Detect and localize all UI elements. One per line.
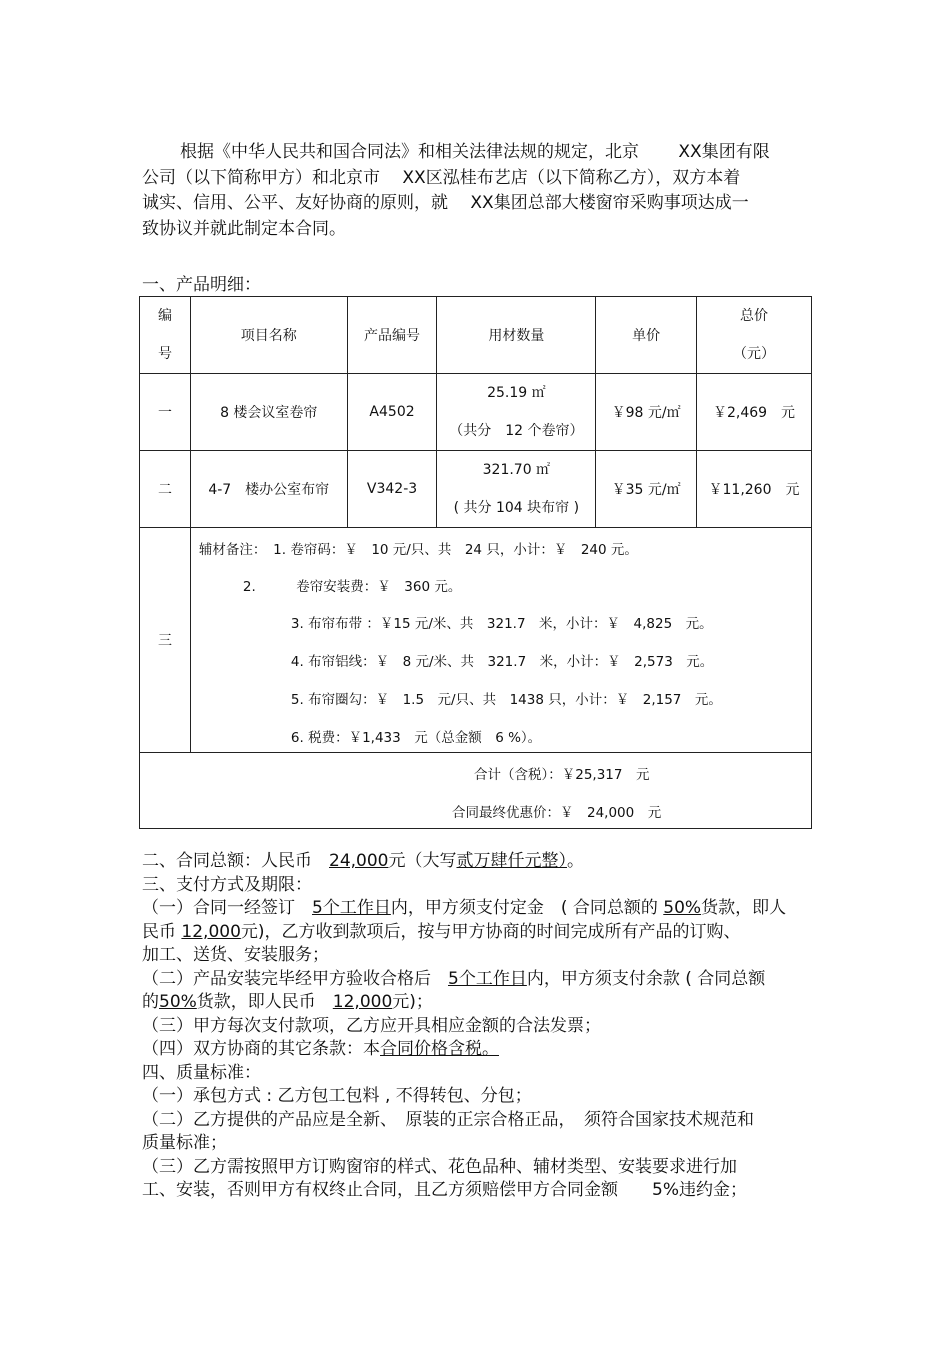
body-line: 三、支付方式及期限： bbox=[142, 874, 312, 895]
aux-line: 6. 税费：￥1,433 元（总金额 6 %）。 bbox=[290, 730, 542, 746]
body-line: 四、质量标准： bbox=[142, 1062, 261, 1083]
header-price: 单价 bbox=[596, 297, 697, 374]
cell-no: 二 bbox=[140, 451, 191, 528]
table-row-auxiliary bbox=[140, 528, 812, 753]
body-line: （二）乙方提供的产品应是全新、 原装的正宗合格正品， 须符合国家技术规范和 bbox=[142, 1109, 754, 1130]
sum-cell bbox=[140, 753, 812, 829]
body-line: 二、合同总额：人民币 24,000元（大写贰万肆仟元整）。 bbox=[142, 851, 584, 871]
intro-line: 致协议并就此制定本合同。 bbox=[142, 218, 346, 239]
header-name: 项目名称 bbox=[190, 297, 347, 374]
intro-paragraph bbox=[142, 140, 812, 242]
cell-total: ￥2,469 元 bbox=[697, 374, 812, 451]
aux-line: 辅材备注： 1. 卷帘码：￥ 10 元/只、共 24 只，小计：￥ 240 元。 bbox=[198, 542, 638, 558]
body-line: 加工、送货、安装服务； bbox=[142, 945, 329, 965]
auxiliary-notes bbox=[190, 528, 811, 753]
header-code: 产品编号 bbox=[347, 297, 437, 374]
intro-line: 公司（以下简称甲方）和北京市 XX区泓桂布艺店（以下简称乙方），双方本着 bbox=[142, 167, 741, 188]
table-row bbox=[140, 451, 812, 528]
cell-price: ￥35 元/㎡ bbox=[596, 451, 697, 528]
table-row bbox=[140, 374, 812, 451]
section-product-details: 一、产品明细： bbox=[142, 275, 261, 295]
body-line: 质量标准； bbox=[142, 1133, 227, 1153]
contract-body bbox=[142, 850, 822, 1203]
body-line: （一）合同一经签订 5个工作日内，甲方须支付定金 ( 合同总额的 50%货款，即人 bbox=[142, 898, 787, 918]
body-line: （二）产品安装完毕经甲方验收合格后 5个工作日内，甲方须支付余款 ( 合同总额 bbox=[142, 968, 766, 989]
body-line: 的50%货款，即人民币 12,000元)； bbox=[142, 992, 433, 1012]
header-no: 编 号 bbox=[140, 297, 191, 374]
aux-line: 4. 布帘铝线：￥ 8 元/米、共 321.7 米，小计：￥ 2,573 元。 bbox=[290, 654, 714, 670]
cell-name: 8 楼会议室卷帘 bbox=[190, 374, 347, 451]
aux-line: 5. 布帘圈勾：￥ 1.5 元/只、共 1438 只，小计：￥ 2,157 元。 bbox=[290, 692, 722, 708]
cell-qty: 25.19 ㎡ （共分 12 个卷帘） bbox=[437, 374, 596, 451]
intro-line: 根据《中华人民共和国合同法》和相关法律法规的规定，北京 XX集团有限 bbox=[180, 142, 770, 162]
cell-code: V342-3 bbox=[347, 451, 437, 528]
cell-price: ￥98 元/㎡ bbox=[596, 374, 697, 451]
table-sum-row bbox=[140, 753, 812, 829]
body-line: 民币 12,000元)，乙方收到款项后，按与甲方协商的时间完成所有产品的订购、 bbox=[142, 921, 741, 942]
intro-line: 诚实、信用、公平、友好协商的原则，就 XX集团总部大楼窗帘采购事项达成一 bbox=[142, 193, 749, 213]
body-line: （一）承包方式 : 乙方包工包料 , 不得转包、分包； bbox=[142, 1086, 532, 1106]
body-line: （三）乙方需按照甲方订购窗帘的样式、花色品种、辅材类型、安装要求进行加 bbox=[142, 1156, 737, 1177]
table-header-row bbox=[140, 297, 812, 374]
cell-qty: 321.70 ㎡ ( 共分 104 块布帘 ) bbox=[437, 451, 596, 528]
cell-total: ￥11,260 元 bbox=[697, 451, 812, 528]
sum-total: 合计（含税）：￥25,317 元 bbox=[474, 767, 650, 783]
aux-line: 3. 布帘布带 ：￥15 元/米、共 321.7 米，小计：￥ 4,825 元。 bbox=[290, 616, 713, 632]
cell-no: 一 bbox=[140, 374, 191, 451]
sum-final-price: 合同最终优惠价：￥ 24,000 元 bbox=[452, 805, 662, 821]
body-line: 工、安装，否则甲方有权终止合同，且乙方须赔偿甲方合同金额 5%违约金； bbox=[142, 1180, 747, 1200]
body-line: （四）双方协商的其它条款：本合同价格含税。 bbox=[142, 1039, 499, 1059]
body-line: （三）甲方每次支付款项，乙方应开具相应金额的合法发票； bbox=[142, 1015, 601, 1036]
header-total: 总价 （元） bbox=[697, 297, 812, 374]
aux-line: 2. 卷帘安装费：￥ 360 元。 bbox=[242, 579, 462, 595]
product-table bbox=[139, 296, 812, 829]
cell-code: A4502 bbox=[347, 374, 437, 451]
cell-name: 4-7 楼办公室布帘 bbox=[190, 451, 347, 528]
cell-no: 三 bbox=[140, 528, 191, 753]
header-qty: 用材数量 bbox=[437, 297, 596, 374]
